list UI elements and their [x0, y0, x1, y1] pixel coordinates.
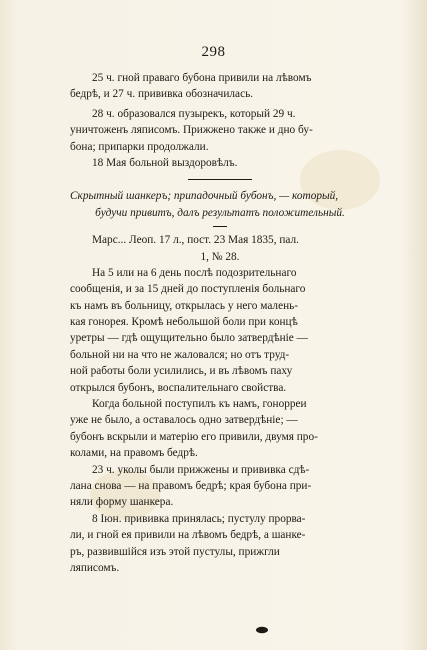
- patient-info: 1, № 28.: [200, 250, 240, 263]
- body-text: [70, 70, 370, 576]
- text-line: ляписомъ.: [70, 561, 120, 574]
- section-divider: [188, 179, 252, 180]
- text-line: ли, и гной ея привили на лѣвомъ бедрѣ, а шанке-: [70, 529, 306, 542]
- text-line: къ намъ въ больницу, открылась у него малень-: [70, 299, 299, 312]
- text-line: На 5 или на 6 день послѣ подозрительнаго: [92, 266, 297, 279]
- text-line: 23 ч. уколы были прижжены и прививка сдѣ-: [92, 463, 310, 476]
- text-line: ной работы боли усилились, и въ лѣвомъ паху: [70, 365, 293, 378]
- text-line: 25 ч. гной праваго бубона привили на лѣвомъ: [92, 72, 312, 84]
- text-line: уже не было, а оставалось одно затвердѣніе; —: [70, 414, 298, 427]
- text-line: бедрѣ, и 27 ч. прививка обозначилась.: [70, 88, 254, 101]
- text-line: лана снова — на правомъ бедрѣ; края бубона при-: [70, 479, 312, 492]
- text-line: бубонъ вскрыли и матерію его привили, двумя про-: [70, 430, 318, 443]
- text-line: 8 Iюн. прививка принялась; пустулу прорва-: [92, 512, 306, 525]
- heading-dash: [213, 226, 227, 227]
- text-line: сообщенія, и за 15 дней до поступленія больнаго: [70, 283, 306, 296]
- page-number: 298: [201, 44, 226, 60]
- text-line: бона; припарки продолжали.: [70, 140, 209, 153]
- text-line: уретры — гдѣ ощущительно было затвердѣніе —: [70, 332, 308, 345]
- text-line: Когда больной поступилъ къ намъ, гонорреи: [92, 398, 307, 411]
- text-line: ръ, развившійся изъ этой пустулы, прижгли: [70, 545, 280, 558]
- text-line: кая гонорея. Кромѣ небольшой боли при концѣ: [70, 316, 298, 329]
- text-line: больной ни на что не жаловался; но отъ труд-: [70, 348, 290, 361]
- text-line: открылся бубонъ, воспалительнаго свойства.: [70, 381, 287, 394]
- text-line: 18 Мая больной выздоровѣлъ.: [92, 156, 238, 169]
- ink-ornament: [255, 626, 269, 634]
- text-line: уничтоженъ ляписомъ. Прижжено также и дно бу-: [70, 124, 313, 137]
- text-line: 28 ч. образовался пузырекъ, который 29 ч.: [92, 107, 296, 120]
- text-line: колами, на правомъ бедрѣ.: [70, 447, 198, 460]
- section-heading: будучи привитъ, далъ результатъ положительный.: [95, 206, 345, 219]
- text-line: няли форму шанкера.: [70, 496, 174, 509]
- section-heading: Скрытный шанкеръ; припадочный бубонъ, — который,: [70, 190, 339, 203]
- patient-info: Марс... Леоп. 17 л., пост. 23 Мая 1835, пал.: [92, 234, 299, 247]
